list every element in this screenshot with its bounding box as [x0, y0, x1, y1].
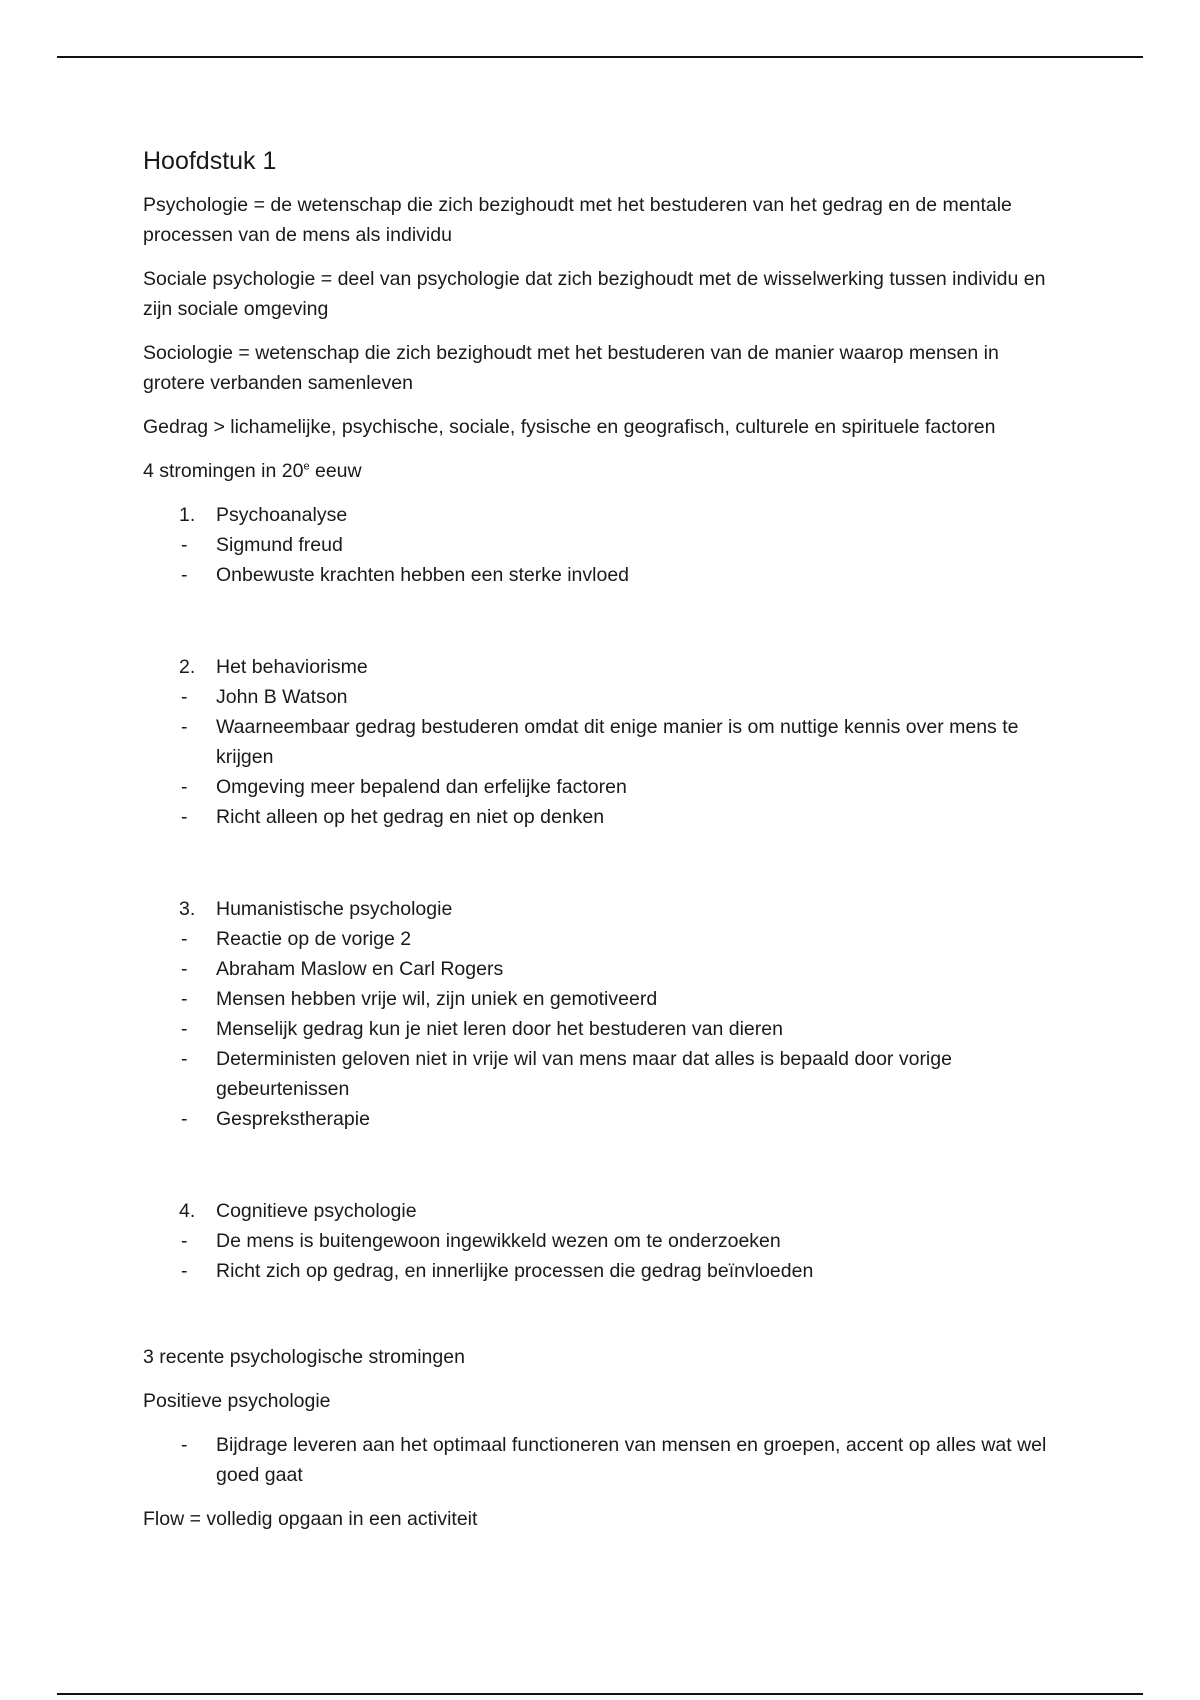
- dash-bullet: -: [181, 1260, 188, 1282]
- dash-bullet: -: [181, 928, 188, 950]
- stroming-2: [143, 652, 1063, 832]
- list-item-text: Bijdrage leveren aan het optimaal functioneren van mensen en groepen, accent op alles wat wel goed gaat: [216, 1434, 1047, 1486]
- list-item: [143, 984, 1063, 1014]
- list-item: [143, 954, 1063, 984]
- stroming-title-text: Psychoanalyse: [216, 504, 348, 526]
- list-item: [143, 1226, 1063, 1256]
- list-item-text: De mens is buitengewoon ingewikkeld wezen om te onderzoeken: [216, 1230, 781, 1252]
- list-item-text: John B Watson: [216, 686, 348, 708]
- stroming-4: [143, 1196, 1063, 1286]
- dash-bullet: -: [181, 716, 188, 738]
- recente-stromingen: 3 recente psychologische stromingen: [143, 1346, 465, 1368]
- dash-bullet: -: [181, 776, 188, 798]
- positieve-psychologie: Positieve psychologie: [143, 1390, 331, 1412]
- list-item-text: Menselijk gedrag kun je niet leren door het bestuderen van dieren: [216, 1018, 783, 1040]
- dash-bullet: -: [181, 1230, 188, 1252]
- list-number: 2.: [179, 656, 196, 678]
- dash-bullet: -: [181, 1018, 188, 1040]
- list-item: [143, 1256, 1063, 1286]
- list-item: [143, 802, 1063, 832]
- list-item: [143, 924, 1063, 954]
- stroming-title: [143, 894, 1063, 924]
- list-item-text: Richt alleen op het gedrag en niet op denken: [216, 806, 605, 828]
- list-item: [143, 530, 1063, 560]
- dash-bullet: -: [181, 534, 188, 556]
- stroming-title: [143, 1196, 1063, 1226]
- stroming-title-text: Humanistische psychologie: [216, 898, 453, 920]
- definition-sociale-psychologie: Sociale psychologie = deel van psychologie dat zich bezighoudt met de wisselwerking tussen individu en zijn sociale omgeving: [143, 268, 1046, 320]
- stroming-title-text: Het behaviorisme: [216, 656, 368, 678]
- list-item-text: Reactie op de vorige 2: [216, 928, 412, 950]
- stroming-title: [143, 652, 1063, 682]
- list-item: [143, 712, 1063, 772]
- list-item: [143, 560, 1063, 590]
- list-item-text: Gesprekstherapie: [216, 1108, 370, 1130]
- header-rule: [57, 56, 1143, 58]
- list-item: [143, 1104, 1063, 1134]
- list-number: 1.: [179, 504, 196, 526]
- stroming-title: [143, 500, 1063, 530]
- stromingen-suffix: eeuw: [309, 460, 362, 482]
- dash-bullet: -: [181, 1434, 188, 1456]
- dash-bullet: -: [181, 686, 188, 708]
- dash-bullet: -: [181, 988, 188, 1010]
- chapter-heading: Hoofdstuk 1: [143, 147, 277, 175]
- list-number: 3.: [179, 898, 196, 920]
- stroming-title-text: Cognitieve psychologie: [216, 1200, 417, 1222]
- list-item-text: Onbewuste krachten hebben een sterke invloed: [216, 564, 630, 586]
- stromingen-prefix: 4 stromingen in 20: [143, 460, 304, 482]
- definition-sociologie: Sociologie = wetenschap die zich bezighoudt met het bestuderen van de manier waarop mensen in grotere verbanden samenleven: [143, 342, 999, 394]
- list-item: [143, 1044, 1063, 1104]
- list-item: [143, 682, 1063, 712]
- list-item: [143, 1430, 1063, 1490]
- dash-bullet: -: [181, 564, 188, 586]
- list-item-text: Mensen hebben vrije wil, zijn uniek en gemotiveerd: [216, 988, 658, 1010]
- list-item-text: Richt zich op gedrag, en innerlijke processen die gedrag beïnvloeden: [216, 1260, 814, 1282]
- list-item-text: Omgeving meer bepalend dan erfelijke factoren: [216, 776, 627, 798]
- dash-bullet: -: [181, 1048, 188, 1070]
- dash-bullet: -: [181, 958, 188, 980]
- stromingen-superscript: e: [303, 460, 310, 473]
- flow-definition: Flow = volledig opgaan in een activiteit: [143, 1508, 478, 1530]
- document-body: [143, 144, 1063, 1548]
- dash-bullet: -: [181, 1108, 188, 1130]
- list-item-text: Deterministen geloven niet in vrije wil van mens maar dat alles is bepaald door vorige gebeurtenissen: [216, 1048, 952, 1100]
- dash-bullet: -: [181, 806, 188, 828]
- list-item: [143, 1014, 1063, 1044]
- footer-rule: [57, 1693, 1143, 1695]
- positieve-psychologie-list: [143, 1430, 1063, 1490]
- list-item-text: Abraham Maslow en Carl Rogers: [216, 958, 504, 980]
- stromingen-intro: [143, 456, 1063, 486]
- definition-psychologie: Psychologie = de wetenschap die zich bezighoudt met het bestuderen van het gedrag en de mentale processen van de mens als individu: [143, 194, 1012, 246]
- list-item-text: Sigmund freud: [216, 534, 343, 556]
- stroming-1: [143, 500, 1063, 590]
- list-number: 4.: [179, 1200, 196, 1222]
- gedrag-factors: Gedrag > lichamelijke, psychische, sociale, fysische en geografisch, culturele en spirituele factoren: [143, 416, 996, 438]
- stroming-3: [143, 894, 1063, 1134]
- list-item: [143, 772, 1063, 802]
- list-item-text: Waarneembaar gedrag bestuderen omdat dit enige manier is om nuttige kennis over mens te krijgen: [216, 716, 1019, 768]
